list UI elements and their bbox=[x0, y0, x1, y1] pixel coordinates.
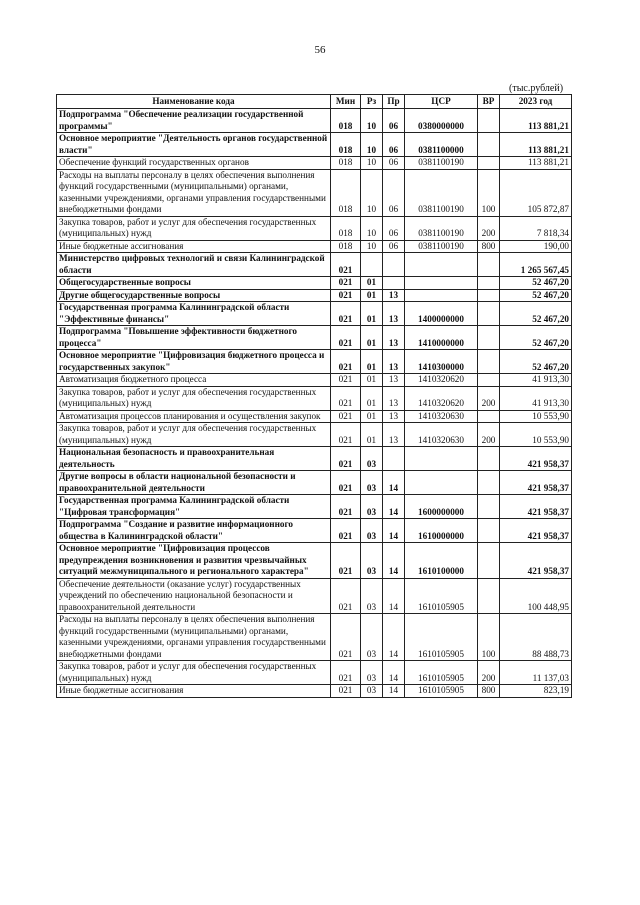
cell-csr bbox=[405, 253, 478, 277]
cell-csr: 1400000000 bbox=[405, 302, 478, 326]
cell-name: Закупка товаров, работ и услуг для обеспечения государственных (муниципальных) нужд bbox=[57, 216, 331, 240]
cell-csr: 0381100190 bbox=[405, 157, 478, 170]
cell-pr: 14 bbox=[383, 495, 405, 519]
cell-pr bbox=[383, 253, 405, 277]
cell-amount: 100 448,95 bbox=[500, 578, 572, 614]
table-row bbox=[57, 109, 572, 133]
table-row bbox=[57, 277, 572, 290]
cell-min: 021 bbox=[331, 543, 361, 579]
cell-amount: 41 913,30 bbox=[500, 386, 572, 410]
cell-vr: 100 bbox=[478, 614, 500, 661]
cell-name: Закупка товаров, работ и услуг для обеспечения государственных (муниципальных) нужд bbox=[57, 386, 331, 410]
table-row bbox=[57, 543, 572, 579]
table-row bbox=[57, 471, 572, 495]
cell-rz: 01 bbox=[361, 289, 383, 302]
cell-name: Закупка товаров, работ и услуг для обеспечения государственных (муниципальных) нужд bbox=[57, 423, 331, 447]
cell-vr: 800 bbox=[478, 240, 500, 253]
cell-rz: 03 bbox=[361, 685, 383, 698]
cell-rz: 01 bbox=[361, 423, 383, 447]
cell-name: Другие вопросы в области национальной безопасности и правоохранительной деятельности bbox=[57, 471, 331, 495]
cell-min: 021 bbox=[331, 410, 361, 423]
cell-pr: 14 bbox=[383, 519, 405, 543]
cell-csr: 1410300000 bbox=[405, 350, 478, 374]
cell-min: 021 bbox=[331, 578, 361, 614]
units-label: (тыс.рублей) bbox=[509, 83, 564, 94]
cell-pr: 13 bbox=[383, 410, 405, 423]
cell-vr bbox=[478, 374, 500, 387]
table-row bbox=[57, 661, 572, 685]
cell-rz: 10 bbox=[361, 157, 383, 170]
cell-vr: 200 bbox=[478, 216, 500, 240]
cell-amount: 105 872,87 bbox=[500, 169, 572, 216]
cell-name: Основное мероприятие "Деятельность органов государственной власти" bbox=[57, 133, 331, 157]
cell-rz: 03 bbox=[361, 519, 383, 543]
cell-min: 018 bbox=[331, 216, 361, 240]
table-row bbox=[57, 410, 572, 423]
cell-min: 021 bbox=[331, 350, 361, 374]
cell-min: 018 bbox=[331, 240, 361, 253]
cell-pr: 14 bbox=[383, 471, 405, 495]
cell-rz: 01 bbox=[361, 410, 383, 423]
cell-pr: 06 bbox=[383, 133, 405, 157]
cell-csr bbox=[405, 289, 478, 302]
header-name: Наименование кода bbox=[57, 95, 331, 109]
cell-pr: 06 bbox=[383, 157, 405, 170]
cell-rz: 01 bbox=[361, 302, 383, 326]
header-csr: ЦСР bbox=[405, 95, 478, 109]
cell-vr: 200 bbox=[478, 386, 500, 410]
cell-min: 021 bbox=[331, 277, 361, 290]
header-min: Мин bbox=[331, 95, 361, 109]
cell-pr: 06 bbox=[383, 216, 405, 240]
cell-amount: 7 818,34 bbox=[500, 216, 572, 240]
cell-pr: 13 bbox=[383, 374, 405, 387]
cell-csr: 0380000000 bbox=[405, 109, 478, 133]
cell-name: Национальная безопасность и правоохранительная деятельность bbox=[57, 447, 331, 471]
cell-min: 018 bbox=[331, 133, 361, 157]
cell-rz: 01 bbox=[361, 350, 383, 374]
table-row bbox=[57, 374, 572, 387]
cell-rz: 03 bbox=[361, 543, 383, 579]
cell-amount: 52 467,20 bbox=[500, 350, 572, 374]
cell-vr bbox=[478, 157, 500, 170]
cell-csr: 0381100000 bbox=[405, 133, 478, 157]
table-row bbox=[57, 157, 572, 170]
cell-rz: 10 bbox=[361, 169, 383, 216]
cell-amount: 52 467,20 bbox=[500, 326, 572, 350]
cell-name: Закупка товаров, работ и услуг для обеспечения государственных (муниципальных) нужд bbox=[57, 661, 331, 685]
cell-pr: 13 bbox=[383, 289, 405, 302]
cell-amount: 421 958,37 bbox=[500, 471, 572, 495]
cell-min: 021 bbox=[331, 374, 361, 387]
cell-name: Расходы на выплаты персоналу в целях обеспечения выполнения функций государственными (муниципальными) органами, казенными учреждениями, органами управления государственными внебюджетными фондами bbox=[57, 169, 331, 216]
cell-vr bbox=[478, 578, 500, 614]
cell-vr bbox=[478, 253, 500, 277]
cell-amount: 421 958,37 bbox=[500, 543, 572, 579]
cell-csr: 0381100190 bbox=[405, 169, 478, 216]
cell-vr: 200 bbox=[478, 423, 500, 447]
header-pr: Пр bbox=[383, 95, 405, 109]
cell-rz: 03 bbox=[361, 578, 383, 614]
cell-pr: 06 bbox=[383, 169, 405, 216]
cell-name: Подпрограмма "Повышение эффективности бюджетного процесса" bbox=[57, 326, 331, 350]
cell-min: 021 bbox=[331, 386, 361, 410]
cell-name: Подпрограмма "Создание и развитие информационного общества в Калининградской области" bbox=[57, 519, 331, 543]
cell-amount: 421 958,37 bbox=[500, 495, 572, 519]
cell-amount: 10 553,90 bbox=[500, 423, 572, 447]
cell-name: Министерство цифровых технологий и связи Калининградской области bbox=[57, 253, 331, 277]
cell-csr bbox=[405, 471, 478, 495]
cell-pr: 06 bbox=[383, 240, 405, 253]
cell-rz: 03 bbox=[361, 471, 383, 495]
cell-min: 021 bbox=[331, 471, 361, 495]
cell-csr: 0381100190 bbox=[405, 240, 478, 253]
cell-rz: 10 bbox=[361, 133, 383, 157]
cell-vr: 800 bbox=[478, 685, 500, 698]
cell-name: Другие общегосударственные вопросы bbox=[57, 289, 331, 302]
table-row bbox=[57, 519, 572, 543]
cell-csr: 1610105905 bbox=[405, 685, 478, 698]
cell-csr: 1410000000 bbox=[405, 326, 478, 350]
table-row bbox=[57, 133, 572, 157]
cell-pr: 14 bbox=[383, 661, 405, 685]
cell-amount: 10 553,90 bbox=[500, 410, 572, 423]
cell-csr: 1410320630 bbox=[405, 410, 478, 423]
cell-csr bbox=[405, 277, 478, 290]
cell-name: Основное мероприятие "Цифровизация бюджетного процесса и государственных закупок" bbox=[57, 350, 331, 374]
cell-min: 021 bbox=[331, 614, 361, 661]
cell-pr bbox=[383, 447, 405, 471]
table-row bbox=[57, 614, 572, 661]
cell-min: 018 bbox=[331, 109, 361, 133]
cell-amount: 421 958,37 bbox=[500, 519, 572, 543]
cell-vr bbox=[478, 471, 500, 495]
table-row bbox=[57, 447, 572, 471]
cell-csr: 1410320620 bbox=[405, 386, 478, 410]
budget-table bbox=[56, 94, 572, 698]
cell-pr bbox=[383, 277, 405, 290]
cell-amount: 52 467,20 bbox=[500, 289, 572, 302]
cell-min: 021 bbox=[331, 495, 361, 519]
cell-name: Основное мероприятие "Цифровизация процессов предупреждения возникновения и развития чрезвычайных ситуаций межмуниципального и регионального характера" bbox=[57, 543, 331, 579]
cell-vr bbox=[478, 410, 500, 423]
table-row bbox=[57, 289, 572, 302]
cell-vr bbox=[478, 277, 500, 290]
table-row bbox=[57, 578, 572, 614]
cell-min: 021 bbox=[331, 519, 361, 543]
cell-rz: 10 bbox=[361, 240, 383, 253]
table-row bbox=[57, 386, 572, 410]
table-header-row bbox=[57, 95, 572, 109]
header-rz: Рз bbox=[361, 95, 383, 109]
cell-name: Государственная программа Калининградской области "Эффективные финансы" bbox=[57, 302, 331, 326]
table-row bbox=[57, 685, 572, 698]
cell-min: 021 bbox=[331, 661, 361, 685]
cell-min: 018 bbox=[331, 169, 361, 216]
cell-amount: 52 467,20 bbox=[500, 302, 572, 326]
cell-vr: 100 bbox=[478, 169, 500, 216]
cell-csr: 1610000000 bbox=[405, 519, 478, 543]
cell-rz: 03 bbox=[361, 495, 383, 519]
page-number: 56 bbox=[314, 44, 326, 56]
cell-csr: 1610105905 bbox=[405, 578, 478, 614]
cell-vr bbox=[478, 350, 500, 374]
cell-pr: 13 bbox=[383, 326, 405, 350]
cell-amount: 52 467,20 bbox=[500, 277, 572, 290]
cell-name: Автоматизация процессов планирования и осуществления закупок bbox=[57, 410, 331, 423]
table-row bbox=[57, 240, 572, 253]
cell-vr bbox=[478, 519, 500, 543]
header-vr: ВР bbox=[478, 95, 500, 109]
cell-rz: 03 bbox=[361, 661, 383, 685]
table-row bbox=[57, 253, 572, 277]
cell-name: Подпрограмма "Обеспечение реализации государственной программы" bbox=[57, 109, 331, 133]
cell-pr: 14 bbox=[383, 614, 405, 661]
header-year: 2023 год bbox=[500, 95, 572, 109]
cell-rz bbox=[361, 253, 383, 277]
cell-csr: 1600000000 bbox=[405, 495, 478, 519]
cell-name: Обеспечение функций государственных органов bbox=[57, 157, 331, 170]
cell-vr bbox=[478, 447, 500, 471]
table-row bbox=[57, 302, 572, 326]
cell-vr bbox=[478, 326, 500, 350]
cell-min: 018 bbox=[331, 157, 361, 170]
table-row bbox=[57, 495, 572, 519]
cell-name: Расходы на выплаты персоналу в целях обеспечения выполнения функций государственными (муниципальными) органами, казенными учреждениями, органами управления государственными внебюджетными фондами bbox=[57, 614, 331, 661]
cell-amount: 113 881,21 bbox=[500, 157, 572, 170]
cell-amount: 1 265 567,45 bbox=[500, 253, 572, 277]
cell-amount: 88 488,73 bbox=[500, 614, 572, 661]
cell-name: Автоматизация бюджетного процесса bbox=[57, 374, 331, 387]
cell-rz: 03 bbox=[361, 614, 383, 661]
cell-name: Обеспечение деятельности (оказание услуг) государственных учреждений по обеспечению национальной безопасности и правоохранительной деятельности bbox=[57, 578, 331, 614]
cell-min: 021 bbox=[331, 289, 361, 302]
cell-min: 021 bbox=[331, 685, 361, 698]
cell-vr bbox=[478, 543, 500, 579]
cell-name: Иные бюджетные ассигнования bbox=[57, 685, 331, 698]
cell-pr: 06 bbox=[383, 109, 405, 133]
cell-rz: 10 bbox=[361, 216, 383, 240]
cell-amount: 113 881,21 bbox=[500, 109, 572, 133]
cell-pr: 13 bbox=[383, 423, 405, 447]
cell-pr: 13 bbox=[383, 302, 405, 326]
cell-amount: 190,00 bbox=[500, 240, 572, 253]
cell-vr bbox=[478, 109, 500, 133]
cell-rz: 10 bbox=[361, 109, 383, 133]
cell-rz: 01 bbox=[361, 277, 383, 290]
table-row bbox=[57, 423, 572, 447]
cell-pr: 14 bbox=[383, 578, 405, 614]
cell-amount: 11 137,03 bbox=[500, 661, 572, 685]
cell-name: Государственная программа Калининградской области "Цифровая трансформация" bbox=[57, 495, 331, 519]
cell-name: Иные бюджетные ассигнования bbox=[57, 240, 331, 253]
cell-csr: 1410320620 bbox=[405, 374, 478, 387]
cell-vr bbox=[478, 495, 500, 519]
cell-pr: 13 bbox=[383, 386, 405, 410]
cell-min: 021 bbox=[331, 423, 361, 447]
cell-csr: 1610105905 bbox=[405, 661, 478, 685]
cell-amount: 421 958,37 bbox=[500, 447, 572, 471]
cell-rz: 01 bbox=[361, 386, 383, 410]
table-row bbox=[57, 350, 572, 374]
cell-vr bbox=[478, 302, 500, 326]
cell-name: Общегосударственные вопросы bbox=[57, 277, 331, 290]
cell-min: 021 bbox=[331, 326, 361, 350]
cell-csr: 1610100000 bbox=[405, 543, 478, 579]
cell-pr: 14 bbox=[383, 685, 405, 698]
cell-pr: 14 bbox=[383, 543, 405, 579]
cell-rz: 01 bbox=[361, 374, 383, 387]
table-row bbox=[57, 216, 572, 240]
cell-csr: 1410320630 bbox=[405, 423, 478, 447]
cell-min: 021 bbox=[331, 447, 361, 471]
cell-csr: 0381100190 bbox=[405, 216, 478, 240]
cell-vr: 200 bbox=[478, 661, 500, 685]
cell-min: 021 bbox=[331, 302, 361, 326]
cell-csr: 1610105905 bbox=[405, 614, 478, 661]
cell-vr bbox=[478, 289, 500, 302]
cell-rz: 03 bbox=[361, 447, 383, 471]
cell-amount: 113 881,21 bbox=[500, 133, 572, 157]
cell-amount: 41 913,30 bbox=[500, 374, 572, 387]
table-row bbox=[57, 169, 572, 216]
cell-min: 021 bbox=[331, 253, 361, 277]
cell-rz: 01 bbox=[361, 326, 383, 350]
cell-amount: 823,19 bbox=[500, 685, 572, 698]
cell-pr: 13 bbox=[383, 350, 405, 374]
table-row bbox=[57, 326, 572, 350]
cell-csr bbox=[405, 447, 478, 471]
cell-vr bbox=[478, 133, 500, 157]
